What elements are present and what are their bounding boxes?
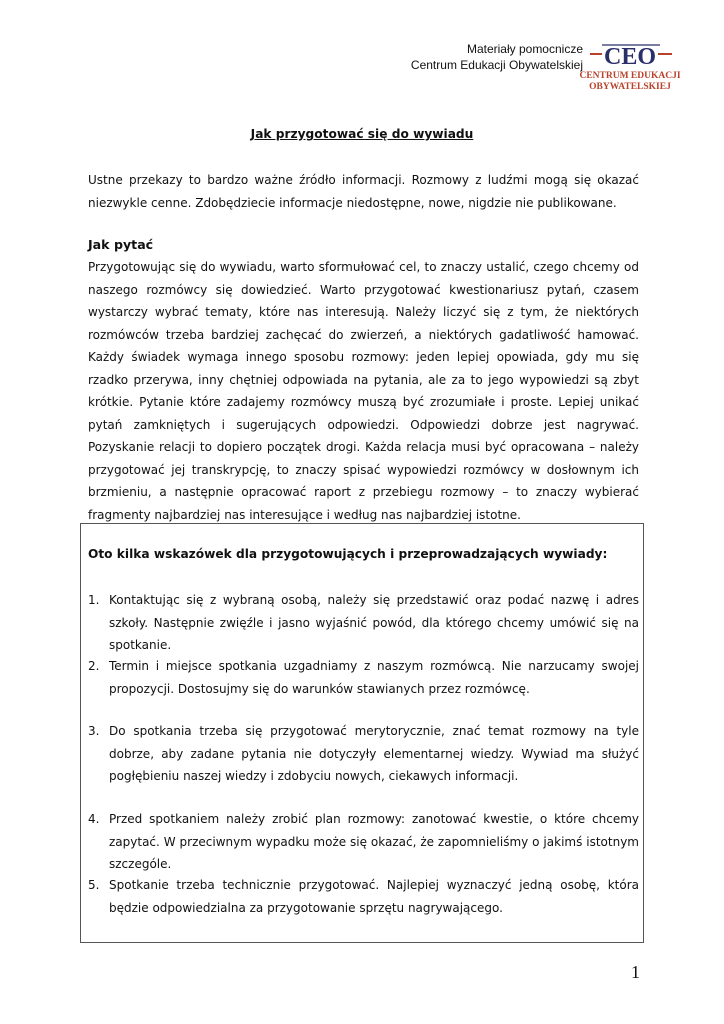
page-title: Jak przygotować się do wywiadu [250,127,474,141]
tip-text: Przed spotkaniem należy zrobić plan rozmowy: zanotować kwestie, o które chcemy zapytać. W przeciwnym wypadku może się okazać, że zapomnieliśmy o jakimś istotnym szczególe. [109,812,639,871]
logo-line-1: CENTRUM EDUKACJI [579,71,681,81]
tip-number: 1. [88,593,100,607]
ceo-logo [579,40,681,94]
ceo-logo-icon [579,40,681,94]
tip-text: Spotkanie trzeba technicznie przygotować. Najlepiej wyznaczyć jedną osobę, która będzie odpowiedzialna za przygotowanie sprzętu nagrywającego. [109,878,639,915]
page-number: 1 [631,962,640,982]
tip-number: 2. [88,659,100,673]
tip-number: 5. [88,878,100,892]
tip-number: 4. [88,812,100,826]
tip-text: Do spotkania trzeba się przygotować merytorycznie, znać temat rozmowy na tyle dobrze, aby zadane pytania nie dotyczyły elementarnej wiedzy. Wywiad ma służyć pogłębieniu naszej wiedzy i zdobyciu nowych, ciekawych informacji. [109,724,639,783]
tips-heading: Oto kilka wskazówek dla przygotowujących i przeprowadzających wywiady: [88,547,608,561]
tip-number: 3. [88,724,100,738]
document-header [411,41,583,73]
tip-text: Termin i miejsce spotkania uzgadniamy z naszym rozmówcą. Nie narzucamy swojej propozycji. Dostosujmy się do warunków stawianych przez rozmówcę. [109,659,639,696]
section-heading-how-to-ask: Jak pytać [88,237,154,252]
how-to-ask-paragraph: Przygotowując się do wywiadu, warto sformułować cel, to znaczy ustalić, czego chcemy od naszego rozmówcy się dowiedzieć. Warto przygotować kwestionariusz pytań, czasem wystarczy wybrać tematy, które nas interesują. Należy liczyć się z tym, że niektórych rozmówców trzeba bardziej zachęcać do zwierzeń, a niektórych gadatliwość hamować. Każdy świadek wymaga innego sposobu rozmowy: jeden lepiej opowiada, gdy mu się rzadko przerywa, inny chętniej odpowiada na pytania, ale za to jego wypowiedzi są zbyt krótkie. Pytanie które zadajemy rozmówcy muszą być zrozumiałe i proste. Lepiej unikać pytań zamkniętych i sugerujących odpowiedzi. Odpowiedzi dobrze jest nagrywać. Pozyskanie relacji to dopiero początek drogi. Każda relacja musi być opracowana – należy przygotować jej transkrypcję, to znaczy spisać wypowiedzi rozmówcy w dosłownym ich brzmieniu, a następnie opracować raport z przebiegu rozmowy – to znaczy wybierać fragmenty najbardziej nas interesujące i według nas najbardziej istotne. [88,260,639,522]
header-line-1: Materiały pomocnicze [466,42,583,56]
logo-mark: CEO [603,44,657,70]
logo-line-2: OBYWATELSKIEJ [589,82,671,92]
intro-paragraph: Ustne przekazy to bardzo ważne źródło informacji. Rozmowy z ludźmi mogą się okazać niezwykle cenne. Zdobędziecie informacje niedostępne, nowe, nigdzie nie publikowane. [88,173,639,210]
tip-text: Kontaktując się z wybraną osobą, należy się przedstawić oraz podać nazwę i adres szkoły. Następnie zwięźle i jasno wyjaśnić powód, dla którego chcemy umówić się na spotkanie. [109,593,639,652]
header-line-2: Centrum Edukacji Obywatelskiej [410,58,583,72]
